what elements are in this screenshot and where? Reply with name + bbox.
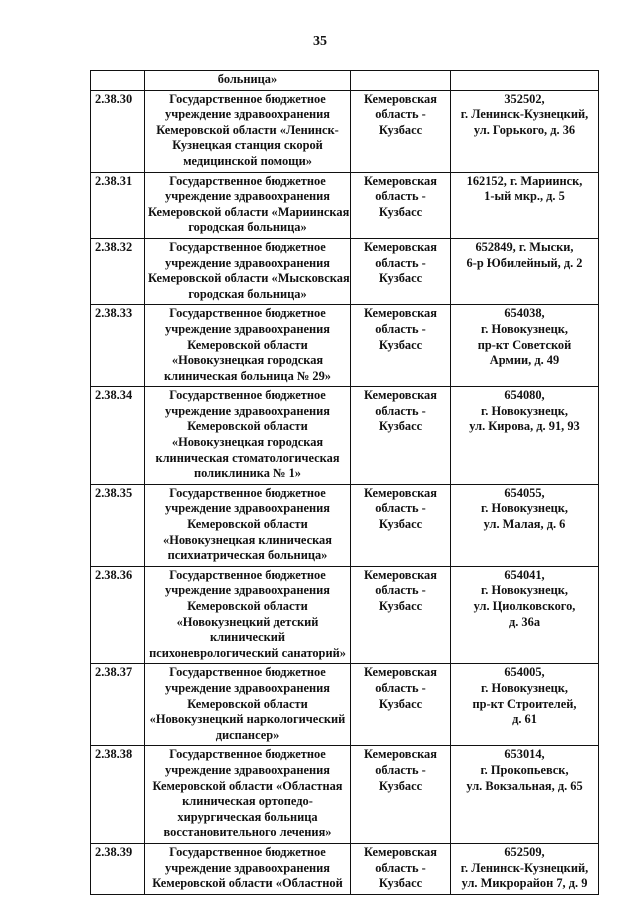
institution-cell-line: учреждение здравоохранения — [165, 762, 330, 777]
institution-cell-line: Государственное бюджетное — [169, 844, 326, 859]
address-cell — [451, 71, 599, 91]
institution-cell-line: городская больница» — [188, 220, 307, 235]
address-cell-line: г. Новокузнецк, — [481, 321, 568, 336]
region-cell — [351, 566, 451, 664]
region-cell-line: область - — [375, 680, 426, 695]
institution-cell-line: «Новокузнецкая городская — [171, 353, 324, 368]
region-cell-line: Кузбасс — [378, 204, 423, 219]
region-cell-line: область - — [375, 583, 426, 598]
page-number: 35 — [313, 34, 327, 49]
address-cell — [451, 843, 599, 894]
region-cell — [351, 746, 451, 844]
institution-cell-line: Кемеровской области — [187, 517, 308, 532]
table-row — [91, 238, 599, 304]
region-cell — [351, 305, 451, 387]
institution-cell-line: городская больница» — [188, 286, 307, 301]
region-cell-line: область - — [375, 403, 426, 418]
institution-cell-line: учреждение здравоохранения — [165, 403, 330, 418]
region-cell-line: область - — [375, 860, 426, 875]
institution-cell-line: учреждение здравоохранения — [165, 583, 330, 598]
table-row — [91, 172, 599, 238]
address-cell-line: ул. Кирова, д. 91, 93 — [469, 419, 580, 434]
address-cell — [451, 387, 599, 485]
table-row-continuation — [91, 71, 599, 91]
address-cell-line: г. Прокопьевск, — [480, 762, 569, 777]
address-cell-line: 6-р Юбилейный, д. 2 — [466, 255, 583, 270]
address-cell-line: г. Новокузнецк, — [481, 583, 568, 598]
region-cell-line: Кузбасс — [378, 271, 423, 286]
institution-cell — [145, 238, 351, 304]
address-cell-line: 654080, — [504, 388, 545, 403]
region-cell-line: Кузбасс — [378, 337, 423, 352]
address-cell-line: пр-кт Строителей, — [472, 696, 577, 711]
institution-cell-line: учреждение здравоохранения — [165, 860, 330, 875]
institution-cell-line: Государственное бюджетное — [169, 306, 326, 321]
address-cell-line: 352502, — [504, 91, 545, 106]
number-cell-line: 2.38.38 — [95, 747, 133, 762]
table-row — [91, 664, 599, 746]
table-row — [91, 484, 599, 566]
institution-cell-line: «Новокузнецкая клиническая — [163, 532, 332, 547]
region-cell-line: Кемеровская — [364, 173, 437, 188]
institution-cell — [145, 746, 351, 844]
number-cell-line: 2.38.36 — [95, 567, 133, 582]
institution-cell-line: Кемеровской области — [187, 599, 308, 613]
region-cell — [351, 387, 451, 485]
region-cell — [351, 90, 451, 172]
number-cell — [91, 566, 145, 664]
number-cell — [91, 90, 145, 172]
address-cell-line: 654038, — [504, 306, 545, 321]
address-cell-line: 654005, — [504, 665, 545, 680]
institution-cell-line: клиническая больница № 29» — [163, 368, 331, 383]
institution-cell-line: психоневрологический санаторий» — [149, 645, 346, 660]
institution-cell-line: «Новокузнецкий наркологический — [149, 712, 346, 727]
address-cell-line: ул. Малая, д. 6 — [483, 517, 566, 532]
region-cell-line: Кузбасс — [378, 696, 423, 711]
address-cell-line: пр-кт Советской — [477, 337, 572, 352]
region-cell-line: область - — [375, 762, 426, 777]
region-cell-line: Кемеровская — [364, 844, 437, 859]
number-cell-line: 2.38.37 — [95, 665, 133, 680]
institution-cell-line: учреждение здравоохранения — [165, 255, 330, 270]
address-cell — [451, 566, 599, 664]
institution-cell-line: поликлиника № 1» — [194, 466, 301, 481]
address-cell — [451, 90, 599, 172]
region-cell-line: Кемеровская — [364, 665, 437, 680]
institution-cell — [145, 843, 351, 894]
institution-cell-line: «Новокузнецкая городская — [171, 435, 324, 450]
region-cell-line: область - — [375, 321, 426, 336]
region-cell-line: область - — [375, 189, 426, 204]
institution-cell-line: Государственное бюджетное — [169, 665, 326, 680]
region-cell-line: Кемеровская — [364, 239, 437, 254]
address-cell-line: 654055, — [504, 485, 545, 500]
number-cell-line: 2.38.32 — [95, 239, 133, 254]
region-cell — [351, 664, 451, 746]
address-cell — [451, 484, 599, 566]
number-cell-line: 2.38.31 — [95, 173, 133, 188]
number-cell-line: 2.38.30 — [95, 91, 133, 106]
institution-cell — [145, 90, 351, 172]
number-cell-line: 2.38.35 — [95, 485, 133, 500]
region-cell-line: Кузбасс — [378, 517, 423, 532]
institution-cell-line: Государственное бюджетное — [169, 91, 326, 106]
address-cell-line: ул. Горького, д. 36 — [473, 122, 576, 137]
address-cell — [451, 305, 599, 387]
institution-cell-line: Кемеровской области «Областная — [152, 778, 343, 793]
table-row — [91, 566, 599, 664]
table-body — [91, 71, 599, 895]
address-cell-line: г. Ленинск-Кузнецкий, — [460, 107, 589, 122]
institution-cell-line: Кузнецкая станция скорой — [172, 138, 323, 153]
table-row — [91, 843, 599, 894]
address-cell — [451, 746, 599, 844]
institution-cell-line: Государственное бюджетное — [169, 485, 326, 500]
institution-cell-line: диспансер» — [215, 727, 280, 742]
number-cell — [91, 387, 145, 485]
number-cell — [91, 484, 145, 566]
institution-cell-line: Кемеровской области — [187, 696, 308, 711]
region-cell-line: Кемеровская — [364, 567, 437, 582]
institution-cell-line: Кемеровской области «Мариинская — [148, 204, 350, 219]
institution-cell-line: клинический — [209, 630, 286, 645]
address-cell-line: г. Новокузнецк, — [481, 501, 568, 516]
institution-cell — [145, 71, 351, 91]
number-cell-line: 2.38.39 — [95, 844, 133, 859]
address-cell-line: 653014, — [504, 747, 545, 762]
institution-cell-line: больница» — [217, 72, 278, 86]
region-cell-line: Кемеровская — [364, 747, 437, 762]
institution-cell-line: Государственное бюджетное — [169, 747, 326, 762]
institution-cell-line: Кемеровской области — [187, 419, 308, 434]
institution-cell-line: хирургическая больница — [177, 809, 318, 824]
number-cell — [91, 305, 145, 387]
table-row — [91, 746, 599, 844]
institution-cell-line: учреждение здравоохранения — [165, 501, 330, 516]
institution-cell-line: учреждение здравоохранения — [165, 189, 330, 204]
address-cell-line: ул. Циолковского, — [473, 599, 576, 613]
region-cell-line: Кемеровская — [364, 388, 437, 403]
institution-cell-line: психиатрическая больница» — [167, 548, 328, 563]
institution-cell-line: Государственное бюджетное — [169, 173, 326, 188]
institution-cell-line: клиническая ортопедо- — [182, 794, 313, 809]
address-cell — [451, 664, 599, 746]
address-cell — [451, 238, 599, 304]
address-cell-line: г. Новокузнецк, — [481, 403, 568, 418]
address-cell — [451, 172, 599, 238]
institution-cell-line: учреждение здравоохранения — [165, 107, 330, 122]
region-cell — [351, 71, 451, 91]
region-cell-line: область - — [375, 107, 426, 122]
number-cell-line: 2.38.34 — [95, 388, 133, 403]
address-cell-line: ул. Микрорайон 7, д. 9 — [461, 876, 588, 891]
region-cell-line: Кузбасс — [378, 778, 423, 793]
number-cell — [91, 843, 145, 894]
institution-cell-line: «Новокузнецкий детский — [176, 614, 319, 629]
region-cell-line: Кузбасс — [378, 876, 423, 891]
address-cell-line: 654041, — [504, 567, 545, 582]
institution-cell-line: Кемеровской области «Областной — [152, 876, 343, 891]
address-cell-line: 162152, г. Мариинск, — [466, 173, 583, 188]
number-cell — [91, 238, 145, 304]
institution-cell — [145, 566, 351, 664]
address-cell-line: г. Новокузнецк, — [481, 680, 568, 695]
institution-cell-line: Кемеровской области «Мысковская — [148, 271, 350, 286]
institution-cell-line: Кемеровской области «Ленинск- — [156, 122, 339, 137]
address-cell-line: 652849, г. Мыски, — [475, 239, 574, 254]
institution-cell — [145, 387, 351, 485]
institution-cell — [145, 664, 351, 746]
institution-cell-line: Государственное бюджетное — [169, 567, 326, 582]
table-row — [91, 387, 599, 485]
number-cell — [91, 664, 145, 746]
address-cell-line: д. 36а — [508, 614, 541, 629]
institution-cell-line: учреждение здравоохранения — [165, 680, 330, 695]
region-cell-line: Кузбасс — [378, 419, 423, 434]
region-cell-line: Кузбасс — [378, 122, 423, 137]
region-cell — [351, 484, 451, 566]
address-cell-line: 652509, — [504, 844, 545, 859]
address-cell-line: г. Ленинск-Кузнецкий, — [460, 860, 589, 875]
institution-cell-line: Государственное бюджетное — [169, 239, 326, 254]
table-row — [91, 90, 599, 172]
region-cell-line: область - — [375, 501, 426, 516]
number-cell — [91, 71, 145, 91]
institution-cell — [145, 484, 351, 566]
region-cell-line: Кузбасс — [378, 599, 423, 613]
region-cell-line: Кемеровская — [364, 91, 437, 106]
institution-cell-line: медицинской помощи» — [183, 153, 312, 168]
table-row — [91, 305, 599, 387]
institution-cell-line: Кемеровской области — [187, 337, 308, 352]
number-cell-line: 2.38.33 — [95, 306, 133, 321]
region-cell-line: область - — [375, 255, 426, 270]
number-cell — [91, 172, 145, 238]
address-cell-line: ул. Вокзальная, д. 65 — [466, 778, 583, 793]
address-cell-line: д. 61 — [512, 712, 537, 727]
institutions-table — [90, 70, 599, 895]
institution-cell — [145, 305, 351, 387]
region-cell — [351, 843, 451, 894]
address-cell-line: Армии, д. 49 — [489, 353, 560, 368]
region-cell — [351, 238, 451, 304]
institution-cell-line: Государственное бюджетное — [169, 388, 326, 403]
institution-cell-line: учреждение здравоохранения — [165, 321, 330, 336]
number-cell — [91, 746, 145, 844]
institution-cell-line: восстановительного лечения» — [163, 825, 332, 840]
region-cell-line: Кемеровская — [364, 485, 437, 500]
region-cell-line: Кемеровская — [364, 306, 437, 321]
address-cell-line: 1-ый мкр., д. 5 — [484, 189, 565, 204]
institution-cell-line: клиническая стоматологическая — [155, 450, 340, 465]
region-cell — [351, 172, 451, 238]
institution-cell — [145, 172, 351, 238]
